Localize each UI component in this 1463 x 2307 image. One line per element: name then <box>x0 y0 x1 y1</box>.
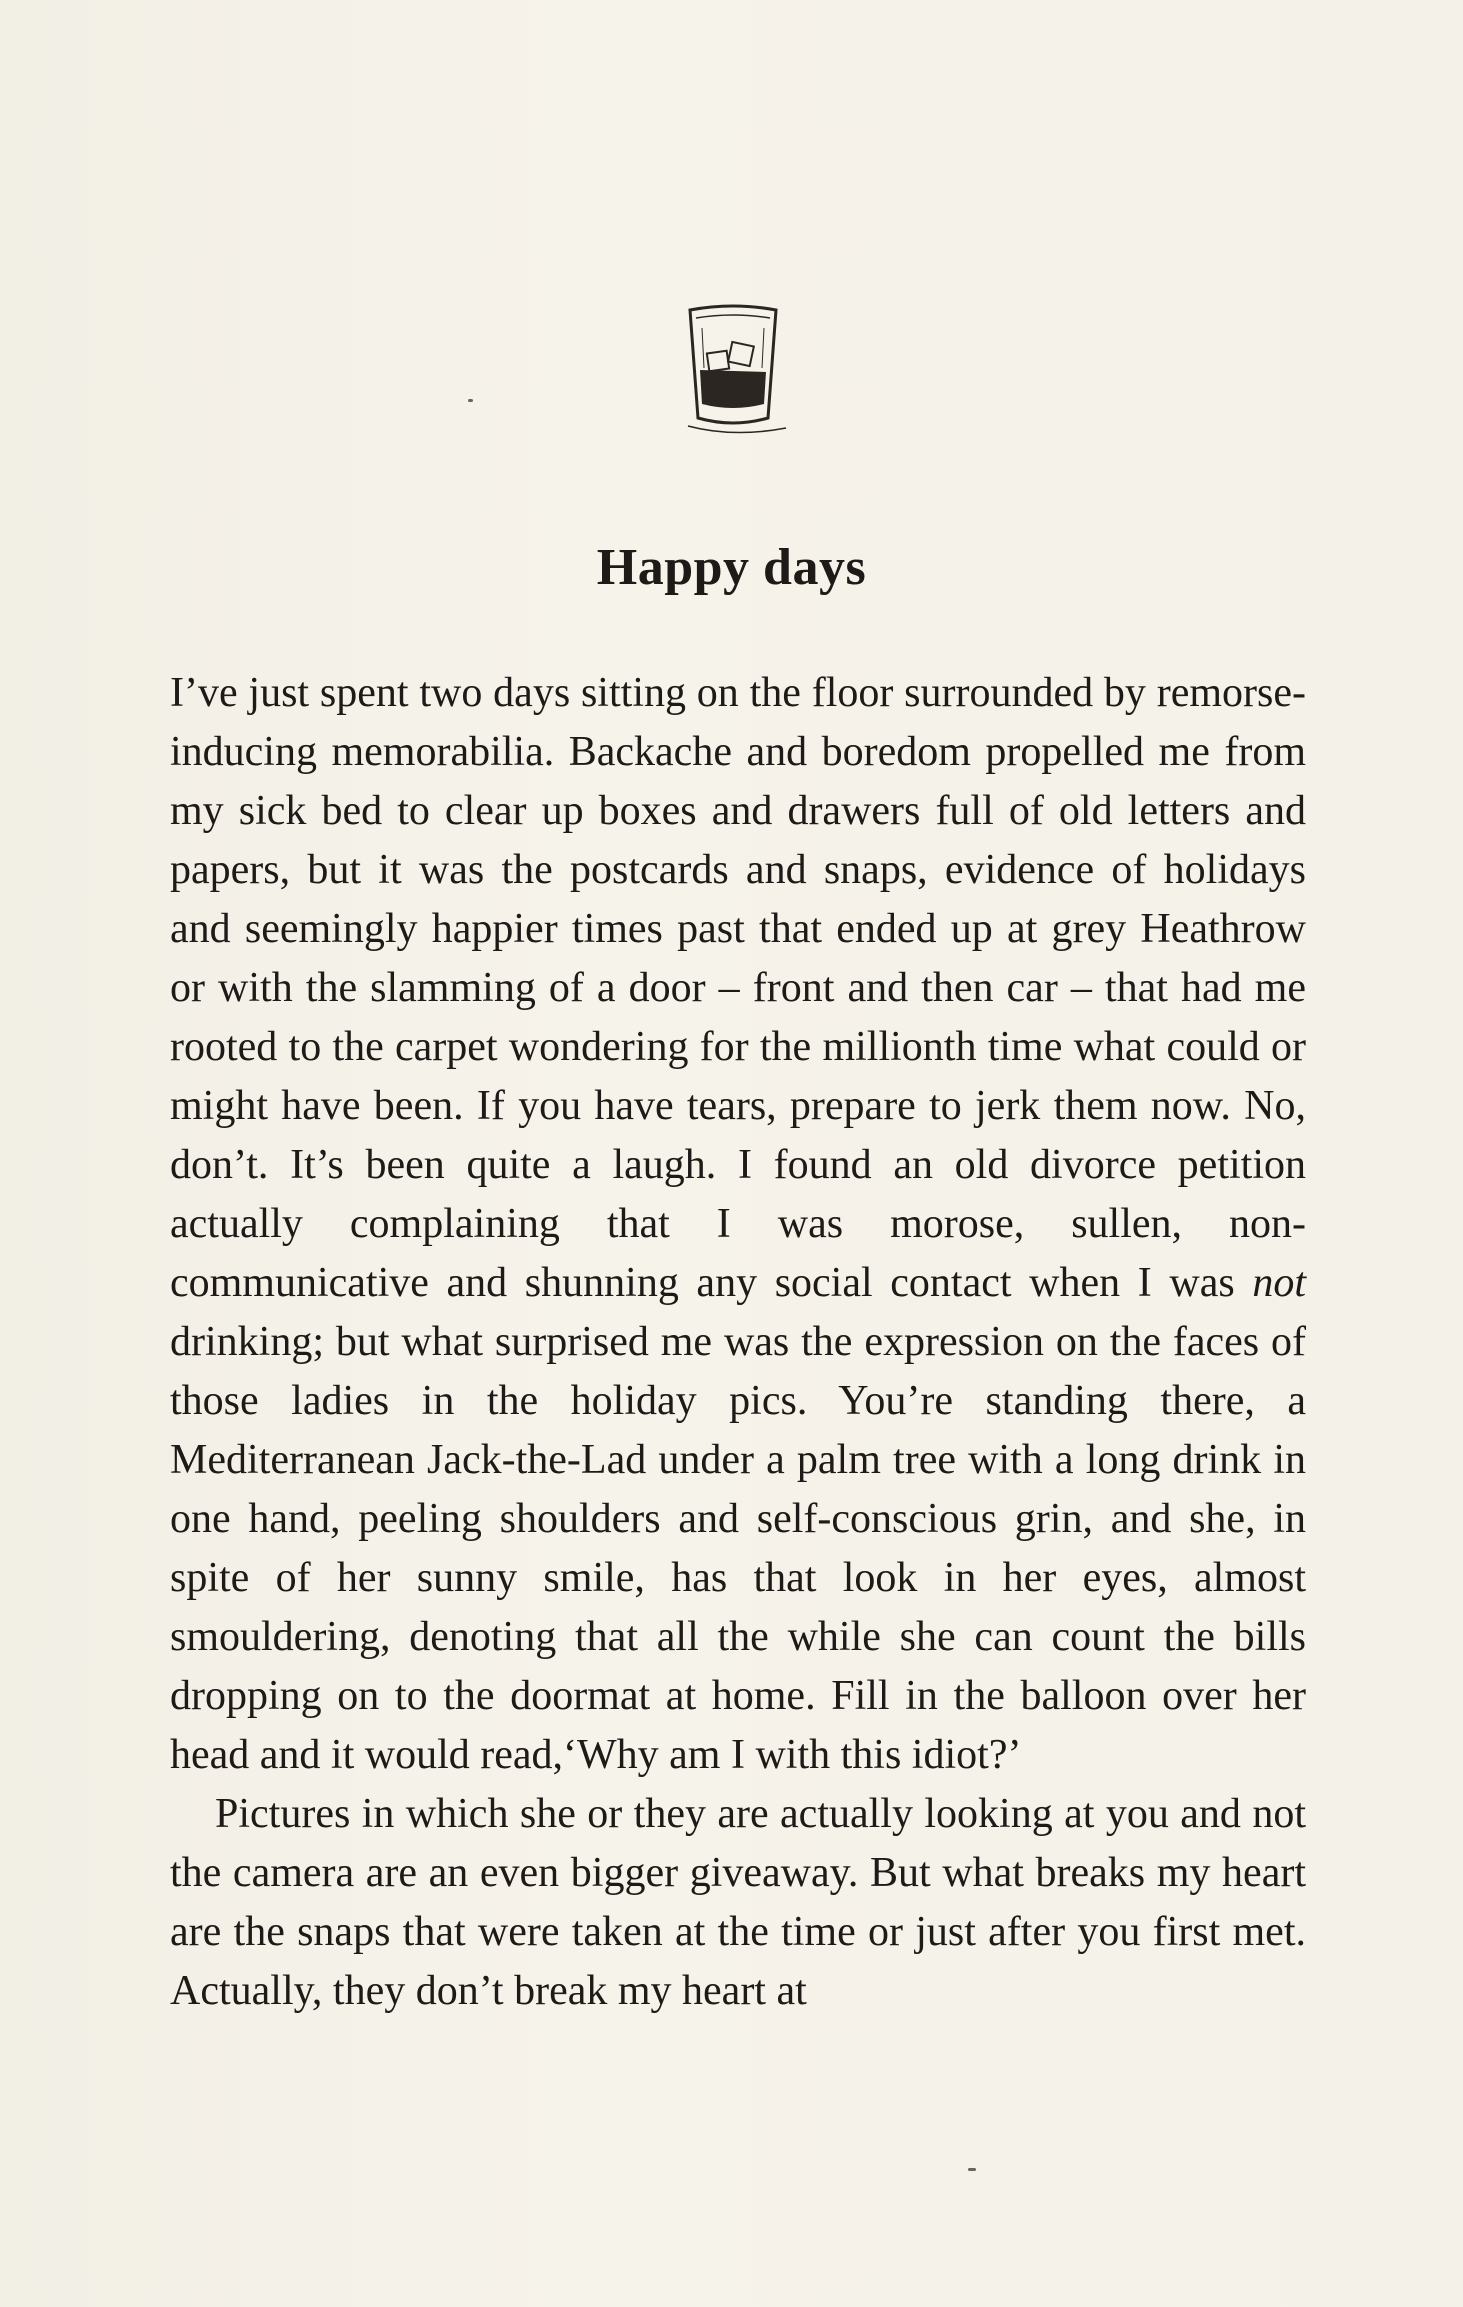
whisky-glass-icon <box>678 300 788 440</box>
paragraph-2: Pictures in which she or they are actually looking at you and not the camera are an even bigger giveaway. But what breaks my heart are the snaps that were taken at the time or just after you first met. Actually, they don’t break my heart at <box>170 1791 1306 2014</box>
print-speck-2 <box>468 399 473 402</box>
chapter-title: Happy days <box>596 539 867 596</box>
print-speck <box>968 2168 976 2171</box>
body-text <box>170 664 1306 2021</box>
paragraph-1-italic: not <box>1252 1260 1306 1306</box>
paragraph-1 <box>170 664 1306 1785</box>
paragraph-1-part-1: I’ve just spent two days sitting on the floor surrounded by remorse-inducing memorabilia. Backache and boredom propelled me from my sick bed to clear up boxes and drawers full of old letters and papers, but it was the postcards and snaps, evidence of holidays and seemingly happier times past that ended up at grey Heathrow or with the slamming of a door – front and then car – that had me rooted to the carpet wondering for the millionth time what could or might have been. If you have tears, prepare to jerk them now. No, don’t. It’s been quite a laugh. I found an old divorce petition actually complaining that I was morose, sullen, non-communicative and shunning any social contact when I was <box>170 670 1306 1306</box>
paragraph-1-part-2: drinking; but what surprised me was the expression on the faces of those ladies in the holiday pics. You’re standing there, a Mediterranean Jack-the-Lad under a palm tree with a long drink in one hand, peeling shoulders and self-conscious grin, and she, in spite of her sunny smile, has that look in her eyes, almost smouldering, denoting that all the while she can count the bills dropping on to the doormat at home. Fill in the balloon over her head and it would read,‘Why am I with this idiot?’ <box>170 1319 1306 1778</box>
